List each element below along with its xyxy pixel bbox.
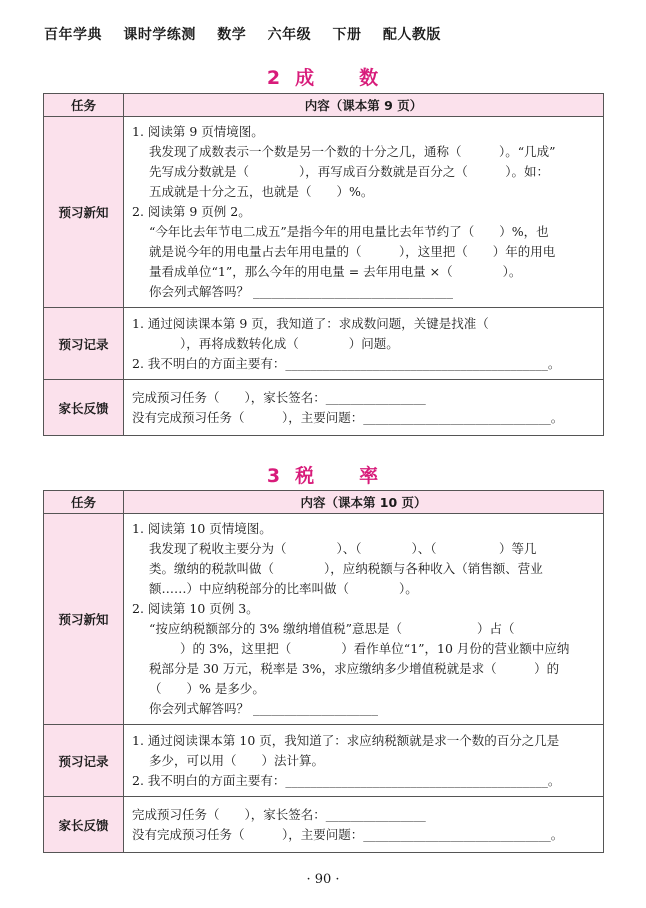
task-table xyxy=(43,490,604,853)
section-content xyxy=(124,308,604,380)
column-header-content: 内容（课本第 9 页） xyxy=(124,94,604,117)
page-number: · 90 · xyxy=(306,872,340,887)
content-line: 2. 我不明白的方面主要有：__________________________________________。 xyxy=(132,355,561,371)
content-line: 类。缴纳的税款叫做（ ），应纳税额与各种收入（销售额、营业 xyxy=(149,561,543,576)
content-line: 我发现了税收主要分为（ ）、（ ）、（ ）等几 xyxy=(149,541,537,556)
content-line: 税部分是 30 万元，税率是 3%，求应缴纳多少增值税就是求（ ）的 xyxy=(149,661,560,676)
header-volume: 下册 xyxy=(332,27,362,43)
lesson-title-char: 数 xyxy=(359,67,380,89)
header-series: 百年学典 xyxy=(44,27,102,43)
content-line: “按应纳税额部分的 3% 缴纳增值税”意思是（ ）占（ xyxy=(149,621,515,636)
content-line: 就是说今年的用电量占去年用电量的（ ），这里把（ ）年的用电 xyxy=(149,244,556,259)
section-label: 家长反馈 xyxy=(44,797,124,853)
content-line: 1. 阅读第 9 页情境图。 xyxy=(132,124,264,139)
content-line: 没有完成预习任务（ ），主要问题：______________________________。 xyxy=(132,409,564,425)
section-label: 预习记录 xyxy=(44,725,124,797)
section-content xyxy=(124,117,604,308)
content-line: （ ）% 是多少。 xyxy=(149,681,265,696)
column-header-task: 任务 xyxy=(44,94,124,117)
content-line: 1. 通过阅读课本第 10 页，我知道了：求应纳税额就是求一个数的百分之几是 xyxy=(132,732,560,748)
content-line: 量看成单位“1”，那么今年的用电量 = 去年用电量 ×（ ）。 xyxy=(149,264,522,279)
content-line: 你会列式解答吗？ ________________________________ xyxy=(149,284,453,299)
section-label: 家长反馈 xyxy=(44,380,124,436)
page-header xyxy=(44,24,457,44)
section-label: 预习记录 xyxy=(44,308,124,380)
content-line: 额……）中应纳税部分的比率叫做（ ）。 xyxy=(149,581,418,596)
content-line: 我发现了成数表示一个数是另一个数的十分之几，通称（ ）。“几成” xyxy=(149,144,556,159)
section-content xyxy=(124,380,604,436)
content-line: “今年比去年节电二成五”是指今年的用电量比去年节约了（ ）%，也 xyxy=(149,224,549,239)
section-content xyxy=(124,725,604,797)
section-label: 预习新知 xyxy=(44,117,124,308)
lesson-title-char: 成 xyxy=(295,67,316,89)
section-label: 预习新知 xyxy=(44,514,124,725)
column-header-content: 内容（课本第 10 页） xyxy=(124,491,604,514)
content-line: 1. 阅读第 10 页情境图。 xyxy=(132,521,272,536)
content-line: 2. 阅读第 10 页例 3。 xyxy=(132,601,259,616)
section-content xyxy=(124,797,604,853)
content-line: 完成预习任务（ ），家长签名：________________ xyxy=(132,806,426,822)
content-line: 2. 我不明白的方面主要有：__________________________________________。 xyxy=(132,772,561,788)
task-table xyxy=(43,93,604,436)
content-line: ），再将成数转化成（ ）问题。 xyxy=(180,335,399,351)
column-header-task: 任务 xyxy=(44,491,124,514)
lesson-title-char: 率 xyxy=(359,465,380,487)
lesson-title xyxy=(0,461,646,488)
content-line: 多少，可以用（ ）法计算。 xyxy=(149,752,325,768)
content-line: 你会列式解答吗？ ____________________ xyxy=(149,701,378,716)
lesson-title-char: 税 xyxy=(295,465,316,487)
header-grade: 六年级 xyxy=(267,27,312,43)
header-subject: 数学 xyxy=(217,27,247,43)
content-line: 先写成分数就是（ ），再写成百分数就是百分之（ ）。如： xyxy=(149,164,550,179)
header-book: 课时学练测 xyxy=(123,27,196,43)
content-line: 1. 通过阅读课本第 9 页，我知道了：求成数问题，关键是找准（ xyxy=(132,315,489,331)
lesson-number: 3 xyxy=(266,465,282,487)
content-line: 完成预习任务（ ），家长签名：________________ xyxy=(132,389,426,405)
lesson-number: 2 xyxy=(266,67,282,89)
content-line: ）的 3%，这里把（ ）看作单位“1”，10 月份的营业额中应纳 xyxy=(180,641,570,656)
lesson-title xyxy=(0,63,646,90)
content-line: 2. 阅读第 9 页例 2。 xyxy=(132,204,251,219)
content-line: 没有完成预习任务（ ），主要问题：______________________________。 xyxy=(132,826,564,842)
section-content xyxy=(124,514,604,725)
content-line: 五成就是十分之五，也就是（ ）%。 xyxy=(149,184,374,199)
header-edition: 配人教版 xyxy=(382,27,441,43)
